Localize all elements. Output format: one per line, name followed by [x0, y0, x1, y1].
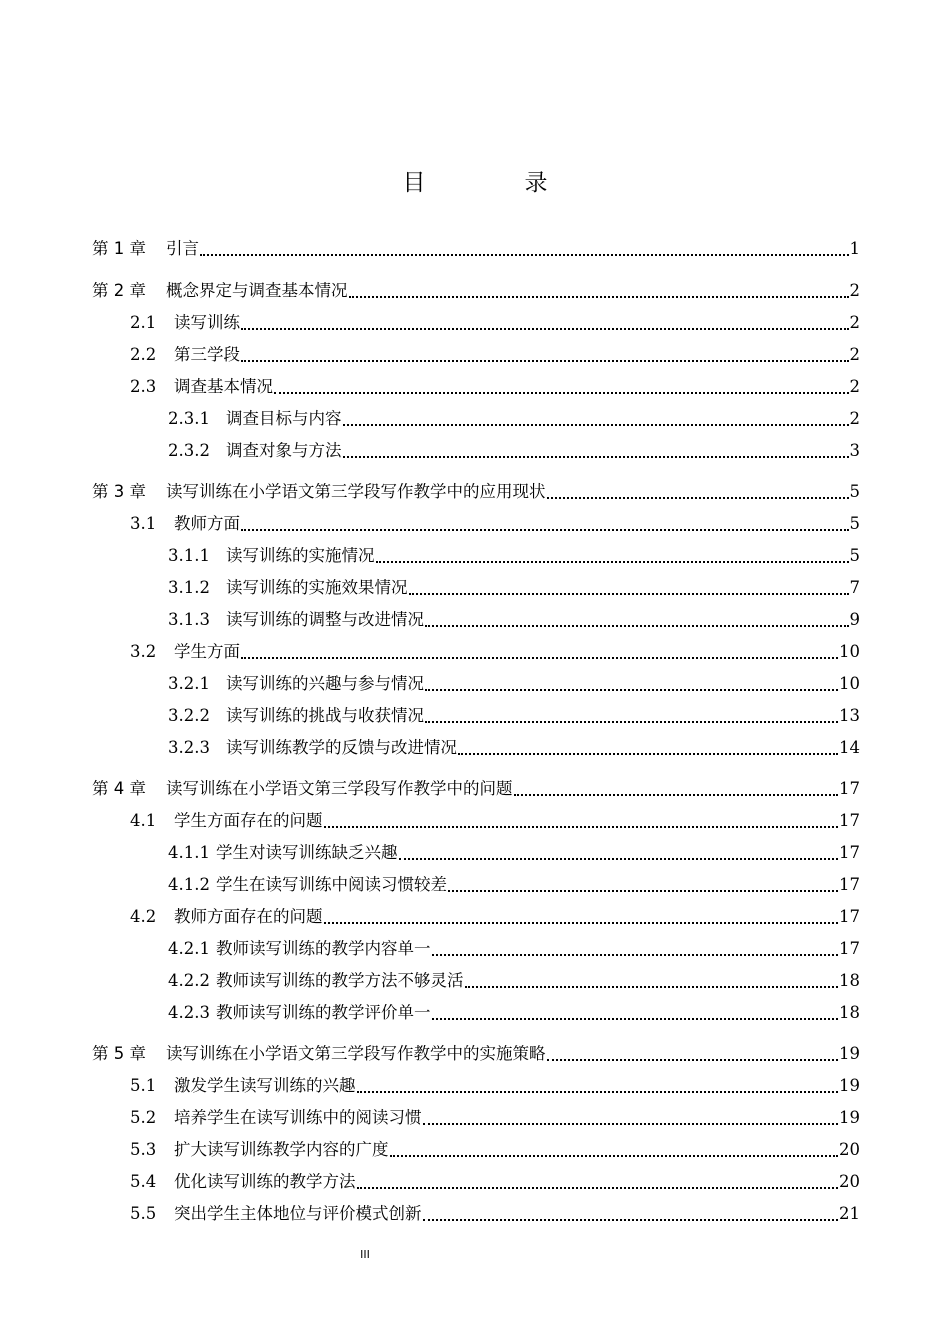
dot-leader [514, 794, 839, 796]
toc-entry[interactable] [130, 1199, 860, 1225]
toc-entry-page: 10 [839, 642, 860, 661]
toc-entry-number: 3.1.1 [168, 546, 210, 565]
toc-entry-page: 19 [839, 1108, 860, 1127]
toc-entry-page: 21 [839, 1204, 860, 1223]
toc-entry-page: 3 [849, 441, 860, 460]
toc-entry-number: 第 2 章 [92, 281, 146, 300]
toc-entry[interactable] [92, 1039, 860, 1065]
toc-entry-title: 读写训练的挑战与收获情况 [226, 706, 424, 725]
toc-entry-number: 第 4 章 [92, 779, 146, 798]
dot-leader [409, 593, 849, 595]
toc-entry-number: 5.5 [130, 1204, 157, 1223]
toc-entry-page: 20 [839, 1140, 860, 1159]
toc-entry-title: 读写训练在小学语文第三学段写作教学中的应用现状 [166, 482, 546, 501]
toc-entry-number: 4.2.3 [168, 1003, 210, 1022]
toc-entry[interactable] [92, 276, 860, 302]
toc-entry-title: 调查目标与内容 [226, 409, 342, 428]
toc-entry[interactable] [92, 234, 860, 260]
dot-leader [390, 1155, 839, 1157]
toc-entry-page: 5 [849, 482, 860, 501]
toc-entry-title: 激发学生读写训练的兴趣 [174, 1076, 356, 1095]
toc-entry-number: 5.1 [130, 1076, 157, 1095]
dot-leader [241, 328, 849, 330]
dot-leader [425, 721, 838, 723]
toc-entry-title: 扩大读写训练教学内容的广度 [174, 1140, 389, 1159]
toc-entry-page: 10 [839, 674, 860, 693]
toc-entry[interactable] [130, 1071, 860, 1097]
toc-entry-number: 第 1 章 [92, 239, 146, 258]
dot-leader [432, 1018, 839, 1020]
toc-entry-page: 17 [839, 907, 860, 926]
toc-entry-number: 3.1 [130, 514, 157, 533]
toc-entry-title: 学生在读写训练中阅读习惯较差 [216, 875, 447, 894]
toc-entry-title: 读写训练在小学语文第三学段写作教学中的实施策略 [166, 1044, 546, 1063]
toc-entry-title: 优化读写训练的教学方法 [174, 1172, 356, 1191]
toc-entry[interactable] [168, 733, 860, 759]
dot-leader [343, 456, 849, 458]
toc-entry-page: 18 [839, 1003, 860, 1022]
toc-entry-page: 14 [839, 738, 860, 757]
toc-entry-page: 5 [849, 514, 860, 533]
toc-entry-number: 2.3.1 [168, 409, 210, 428]
toc-entry-page: 18 [839, 971, 860, 990]
toc-entry-title: 第三学段 [174, 345, 240, 364]
toc-entry-title: 调查基本情况 [174, 377, 273, 396]
toc-entry-number: 3.2.2 [168, 706, 210, 725]
dot-leader [547, 1059, 839, 1061]
toc-title: 目 录 [402, 170, 586, 196]
toc-entry-page: 19 [839, 1076, 860, 1095]
dot-leader [425, 625, 849, 627]
toc-entry-number: 5.3 [130, 1140, 157, 1159]
toc-entry-number: 3.1.2 [168, 578, 210, 597]
toc-entry-title: 学生对读写训练缺乏兴趣 [216, 843, 398, 862]
toc-entry-title: 读写训练 [174, 313, 240, 332]
toc-entry-page: 2 [849, 409, 860, 428]
toc-entry-title: 教师读写训练的教学方法不够灵活 [216, 971, 464, 990]
dot-leader [423, 1123, 839, 1125]
toc-entry[interactable] [92, 774, 860, 800]
dot-leader [200, 254, 849, 256]
dot-leader [241, 657, 838, 659]
toc-entry-title: 概念界定与调查基本情况 [166, 281, 348, 300]
dot-leader [357, 1091, 839, 1093]
toc-entry[interactable] [130, 372, 860, 398]
toc-entry[interactable] [130, 509, 860, 535]
toc-entry[interactable] [130, 1103, 860, 1129]
toc-entry[interactable] [168, 404, 860, 430]
dot-leader [547, 497, 849, 499]
toc-entry-title: 读写训练教学的反馈与改进情况 [226, 738, 457, 757]
toc-entry-number: 2.3.2 [168, 441, 210, 460]
dot-leader [241, 360, 849, 362]
toc-entry-title: 突出学生主体地位与评价模式创新 [174, 1204, 422, 1223]
toc-entry[interactable] [130, 902, 860, 928]
toc-entry[interactable] [92, 477, 860, 503]
toc-entry-page: 7 [849, 578, 860, 597]
toc-entry[interactable] [168, 966, 860, 992]
toc-entry-page: 17 [839, 779, 860, 798]
toc-entry-title: 学生方面 [174, 642, 240, 661]
toc-entry-page: 17 [839, 939, 860, 958]
toc-entry-number: 4.1.2 [168, 875, 210, 894]
dot-leader [274, 392, 849, 394]
toc-entry-number: 第 5 章 [92, 1044, 146, 1063]
toc-entry-number: 第 3 章 [92, 482, 146, 501]
toc-entry[interactable] [130, 637, 860, 663]
toc-entry-number: 4.1.1 [168, 843, 210, 862]
toc-entry-number: 2.1 [130, 313, 157, 332]
dot-leader [425, 689, 838, 691]
toc-entry-title: 读写训练的实施效果情况 [226, 578, 408, 597]
toc-entry-page: 17 [839, 843, 860, 862]
dot-leader [324, 922, 839, 924]
toc-entry-number: 3.2.3 [168, 738, 210, 757]
toc-entry-page: 2 [849, 281, 860, 300]
toc-entry-page: 9 [849, 610, 860, 629]
toc-entry[interactable] [168, 669, 860, 695]
toc-entry[interactable] [168, 541, 860, 567]
toc-entry[interactable] [168, 573, 860, 599]
toc-entry[interactable] [130, 308, 860, 334]
toc-entry-title: 读写训练的实施情况 [226, 546, 375, 565]
toc-entry-page: 5 [849, 546, 860, 565]
dot-leader [376, 561, 849, 563]
toc-entry-title: 读写训练的兴趣与参与情况 [226, 674, 424, 693]
dot-leader [349, 296, 849, 298]
toc-entry-title: 培养学生在读写训练中的阅读习惯 [174, 1108, 422, 1127]
dot-leader [423, 1219, 839, 1221]
toc-entry[interactable] [168, 838, 860, 864]
toc-entry[interactable] [168, 605, 860, 631]
toc-entry[interactable] [168, 870, 860, 896]
toc-entry-page: 13 [839, 706, 860, 725]
toc-entry-title: 教师读写训练的教学内容单一 [216, 939, 431, 958]
toc-entry-number: 3.2.1 [168, 674, 210, 693]
toc-entry-number: 5.4 [130, 1172, 157, 1191]
toc-entry-page: 2 [849, 345, 860, 364]
dot-leader [357, 1187, 839, 1189]
toc-entry[interactable] [130, 806, 860, 832]
toc-entry-number: 2.3 [130, 377, 157, 396]
toc-entry-title: 教师方面存在的问题 [174, 907, 323, 926]
toc-entry-title: 教师读写训练的教学评价单一 [216, 1003, 431, 1022]
footer-page-number: III [360, 1248, 370, 1261]
dot-leader [343, 424, 849, 426]
toc-entry-title: 教师方面 [174, 514, 240, 533]
dot-leader [324, 826, 839, 828]
toc-entry-page: 17 [839, 875, 860, 894]
dot-leader [458, 753, 838, 755]
toc-entry-number: 4.2.2 [168, 971, 210, 990]
toc-entry-title: 读写训练的调整与改进情况 [226, 610, 424, 629]
toc-entry-page: 1 [849, 239, 860, 258]
toc-entry-number: 4.2 [130, 907, 157, 926]
toc-entry-page: 17 [839, 811, 860, 830]
toc-entry-number: 5.2 [130, 1108, 157, 1127]
toc-entry[interactable] [168, 998, 860, 1024]
dot-leader [432, 954, 839, 956]
toc-entry-page: 2 [849, 313, 860, 332]
toc-entry-number: 4.1 [130, 811, 157, 830]
toc-entry[interactable] [168, 701, 860, 727]
toc-entry-page: 20 [839, 1172, 860, 1191]
toc-entry-number: 3.1.3 [168, 610, 210, 629]
toc-entry-number: 4.2.1 [168, 939, 210, 958]
toc-entry[interactable] [130, 1135, 860, 1161]
toc-entry[interactable] [130, 1167, 860, 1193]
toc-entry[interactable] [130, 340, 860, 366]
toc-entry-title: 读写训练在小学语文第三学段写作教学中的问题 [166, 779, 513, 798]
toc-entry-page: 2 [849, 377, 860, 396]
dot-leader [241, 529, 849, 531]
toc-entry-page: 19 [839, 1044, 860, 1063]
dot-leader [465, 986, 839, 988]
dot-leader [448, 890, 838, 892]
toc-entry[interactable] [168, 436, 860, 462]
toc-entry-title: 引言 [166, 239, 199, 258]
dot-leader [399, 858, 839, 860]
toc-entry[interactable] [168, 934, 860, 960]
toc-entry-number: 2.2 [130, 345, 157, 364]
toc-entry-number: 3.2 [130, 642, 157, 661]
toc-entry-title: 学生方面存在的问题 [174, 811, 323, 830]
toc-entry-title: 调查对象与方法 [226, 441, 342, 460]
